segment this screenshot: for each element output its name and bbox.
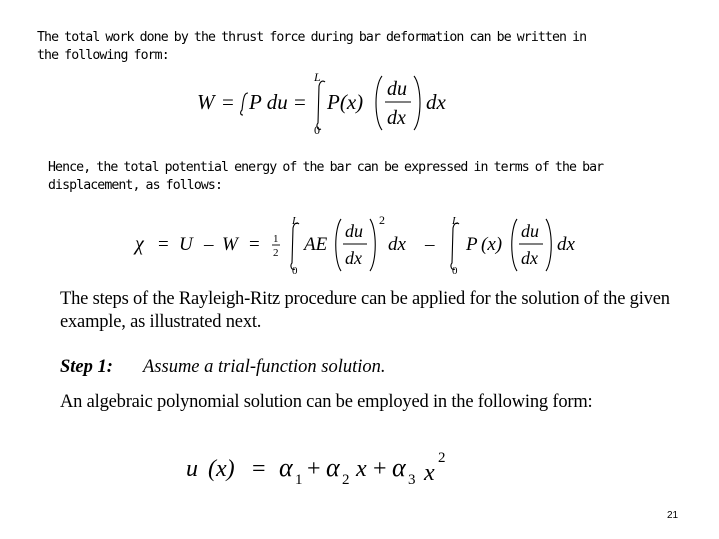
- work-upper-limit: L: [314, 70, 321, 84]
- left-paren: [376, 76, 382, 130]
- energy-equals-1: =: [158, 234, 169, 255]
- energy-equals-2: =: [249, 234, 260, 255]
- plus-2: +: [373, 456, 387, 482]
- integral-sign-4: [451, 223, 459, 269]
- integral-sign-3: [291, 223, 299, 269]
- work-equals-2: =: [294, 90, 306, 114]
- energy-equation: [132, 212, 592, 278]
- work-lhs: W: [197, 90, 215, 114]
- energy-x: (x): [481, 234, 503, 255]
- energy-minus-1: –: [204, 234, 214, 255]
- trial-square: 2: [438, 450, 446, 466]
- trial-function-equation: [180, 445, 480, 487]
- left-paren-3: [512, 219, 517, 271]
- alpha-3-subscript: 3: [408, 472, 416, 488]
- plus-1: +: [307, 456, 321, 482]
- trial-u: u: [186, 456, 198, 482]
- trial-equals: =: [252, 456, 266, 482]
- alpha-1: α: [279, 453, 293, 482]
- energy-square: 2: [379, 213, 385, 227]
- work-diff: dx: [426, 90, 446, 114]
- right-paren: [414, 76, 420, 130]
- work-equation: [190, 68, 460, 138]
- energy-du-2: du: [521, 221, 539, 241]
- step-1-label: Step 1:: [60, 357, 113, 377]
- energy-ae: AE: [304, 234, 328, 255]
- alpha-2: α: [326, 453, 340, 482]
- trial-x-1: x: [356, 456, 367, 482]
- rayleigh-ritz-paragraph: The steps of the Rayleigh-Ritz procedure can be applied for the solution of the given example, as illustrated next.: [60, 289, 670, 332]
- work-dx: dx: [387, 107, 406, 129]
- energy-w: W: [222, 234, 238, 255]
- energy-chi: χ: [135, 233, 144, 255]
- alpha-1-subscript: 1: [295, 472, 303, 488]
- trial-x-2: x: [424, 460, 435, 486]
- half-numerator: 1: [273, 233, 279, 245]
- integral-sign-1: [241, 93, 248, 115]
- work-intro-paragraph: The total work done by the thrust force during bar deformation can be written in the following form:: [37, 30, 587, 63]
- polynomial-paragraph: An algebraic polynomial solution can be employed in the following form:: [60, 392, 593, 412]
- energy-upper-1: L: [292, 215, 299, 227]
- energy-upper-2: L: [452, 215, 459, 227]
- alpha-3: α: [392, 453, 406, 482]
- energy-diff-2: dx: [557, 234, 575, 255]
- left-paren-2: [336, 219, 341, 271]
- step-1-description: Assume a trial-function solution.: [143, 357, 386, 377]
- energy-du-1: du: [345, 221, 363, 241]
- alpha-2-subscript: 2: [342, 472, 350, 488]
- energy-u: U: [179, 234, 193, 255]
- energy-lower-2: 0: [452, 265, 458, 277]
- work-integrand: P du: [249, 90, 288, 114]
- step-1: [60, 357, 386, 378]
- energy-p: P: [466, 234, 478, 255]
- page-number: 21: [667, 510, 679, 521]
- energy-intro-paragraph: Hence, the total potential energy of the bar can be expressed in terms of the bar displacement, as follows:: [48, 160, 604, 193]
- energy-dx-1: dx: [345, 248, 362, 268]
- right-paren-2: [370, 219, 375, 271]
- work-lower-limit: 0: [314, 123, 320, 137]
- energy-lower-1: 0: [292, 265, 298, 277]
- energy-diff-1: dx: [388, 234, 406, 255]
- trial-x-arg: (x): [208, 456, 235, 482]
- energy-dx-2: dx: [521, 248, 538, 268]
- work-px: P(x): [327, 90, 364, 114]
- work-equals-1: =: [222, 90, 234, 114]
- half-denominator: 2: [273, 247, 279, 259]
- work-du: du: [387, 78, 407, 100]
- energy-minus-2: –: [425, 234, 435, 255]
- right-paren-3: [546, 219, 551, 271]
